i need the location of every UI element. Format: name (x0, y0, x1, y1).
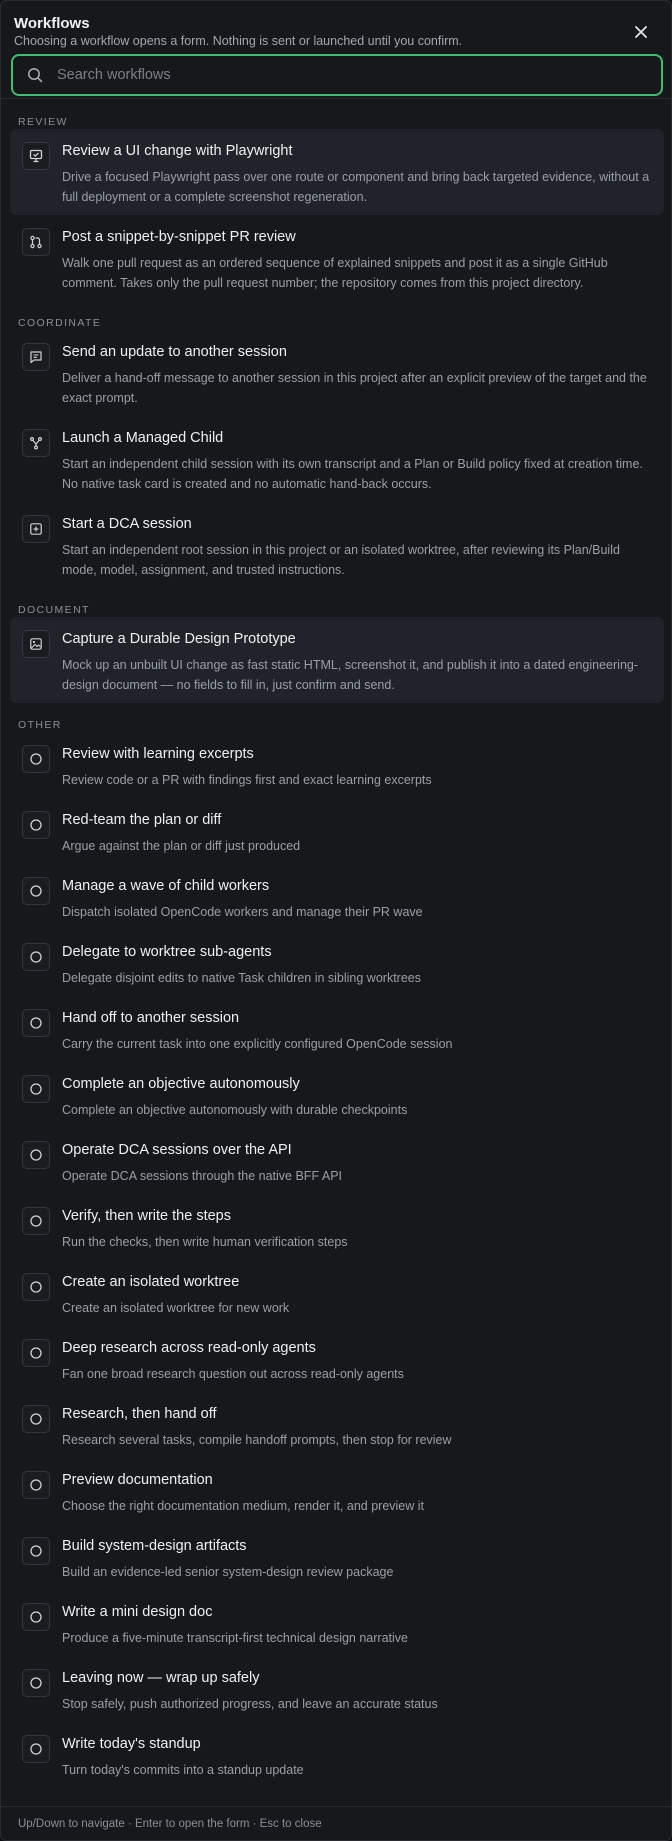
other-workflow-list (1, 732, 672, 1788)
circle-icon (22, 1273, 50, 1301)
workflow-item[interactable] (10, 502, 664, 588)
workflow-description: Create an isolated worktree for new work (62, 1301, 290, 1315)
workflow-item[interactable] (10, 1590, 664, 1656)
workflow-description: Run the checks, then write human verification steps (62, 1235, 348, 1249)
close-icon (635, 26, 647, 38)
workflow-description: Start an independent child session with its own transcript and a Plan or Build policy fixed at creation time. No native task card is created and no automatic hand-back occurs. (62, 457, 643, 491)
workflow-title: Create an isolated worktree (62, 1274, 240, 1290)
workflow-title: Capture a Durable Design Prototype (62, 631, 296, 647)
message-icon (22, 343, 50, 371)
circle-icon (22, 745, 50, 773)
monitor-check-icon (22, 142, 50, 170)
workflow-item[interactable] (10, 864, 664, 930)
workflow-description: Drive a focused Playwright pass over one route or component and bring back targeted evidence, without a full deployment or a complete screenshot regeneration. (62, 170, 650, 204)
circle-icon (22, 1075, 50, 1103)
close-button[interactable] (631, 22, 651, 42)
workflow-title: Leaving now — wrap up safely (62, 1670, 260, 1686)
workflow-title: Write a mini design doc (62, 1604, 213, 1620)
circle-icon (22, 877, 50, 905)
workflow-title: Verify, then write the steps (62, 1208, 231, 1224)
section-label-review: REVIEW (18, 116, 68, 128)
section-label-coordinate: COORDINATE (18, 317, 102, 329)
circle-icon (22, 1339, 50, 1367)
workflow-description: Operate DCA sessions through the native BFF API (62, 1169, 343, 1183)
workflow-description: Review code or a PR with findings first and exact learning excerpts (62, 773, 432, 787)
workflow-description: Choose the right documentation medium, render it, and preview it (62, 1499, 424, 1513)
workflow-item[interactable] (10, 617, 664, 703)
search-box[interactable] (11, 54, 663, 96)
workflow-item[interactable] (10, 798, 664, 864)
dialog-title: Workflows (14, 15, 90, 32)
workflow-item[interactable] (10, 416, 664, 502)
workflow-title: Build system-design artifacts (62, 1538, 247, 1554)
workflow-item[interactable] (10, 1194, 664, 1260)
workflow-title: Hand off to another session (62, 1010, 240, 1026)
workflow-description: Stop safely, push authorized progress, and leave an accurate status (62, 1697, 438, 1711)
plus-square-icon (22, 515, 50, 543)
circle-icon (22, 1603, 50, 1631)
workflow-title: Operate DCA sessions over the API (62, 1142, 292, 1158)
search-icon (27, 66, 45, 84)
workflow-item[interactable] (10, 129, 664, 215)
workflow-title: Complete an objective autonomously (62, 1076, 300, 1092)
workflow-description: Dispatch isolated OpenCode workers and manage their PR wave (62, 905, 423, 919)
workflow-item[interactable] (10, 1722, 664, 1788)
workflow-description: Fan one broad research question out across read-only agents (62, 1367, 404, 1381)
keyboard-hint: Up/Down to navigate · Enter to open the form · Esc to close (1, 1806, 672, 1841)
circle-icon (22, 1207, 50, 1235)
circle-icon (22, 1141, 50, 1169)
workflow-item[interactable] (10, 330, 664, 416)
workflow-item[interactable] (10, 1656, 664, 1722)
circle-icon (22, 1735, 50, 1763)
workflow-title: Deep research across read-only agents (62, 1340, 316, 1356)
workflow-description: Start an independent root session in this project or an isolated worktree, after reviewing its Plan/Build mode, model, assignment, and trusted instructions. (62, 543, 620, 577)
workflow-description: Turn today's commits into a standup update (62, 1763, 304, 1777)
dialog-header (1, 1, 671, 99)
workflow-item[interactable] (10, 1260, 664, 1326)
workflow-item[interactable] (10, 996, 664, 1062)
workflow-title: Post a snippet-by-snippet PR review (62, 229, 296, 245)
workflow-item[interactable] (10, 215, 664, 301)
circle-icon (22, 1009, 50, 1037)
workflow-list (1, 100, 672, 1805)
dialog-subtitle: Choosing a workflow opens a form. Nothing is sent or launched until you confirm. (14, 34, 463, 48)
workflow-item[interactable] (10, 732, 664, 798)
workflow-title: Research, then hand off (62, 1406, 217, 1422)
workflow-item[interactable] (10, 1458, 664, 1524)
workflow-title: Delegate to worktree sub-agents (62, 944, 272, 960)
workflow-title: Preview documentation (62, 1472, 213, 1488)
workflow-description: Complete an objective autonomously with durable checkpoints (62, 1103, 408, 1117)
workflow-description: Mock up an unbuilt UI change as fast static HTML, screenshot it, and publish it into a dated engineering-design document — no fields to fill in, just confirm and send. (62, 658, 639, 692)
workflow-item[interactable] (10, 930, 664, 996)
workflow-title: Send an update to another session (62, 344, 287, 360)
workflow-description: Deliver a hand-off message to another session in this project after an explicit preview of the target and the exact prompt. (62, 371, 647, 405)
workflow-title: Manage a wave of child workers (62, 878, 270, 894)
section-label-other: OTHER (18, 719, 62, 731)
workflow-item[interactable] (10, 1062, 664, 1128)
workflow-description: Carry the current task into one explicitly configured OpenCode session (62, 1037, 453, 1051)
workflow-description: Walk one pull request as an ordered sequence of explained snippets and post it as a single GitHub comment. Takes only the pull request number; the repository comes from this project directory. (62, 256, 608, 290)
circle-icon (22, 1537, 50, 1565)
circle-icon (22, 943, 50, 971)
workflow-description: Produce a five-minute transcript-first technical design narrative (62, 1631, 408, 1645)
workflow-description: Research several tasks, compile handoff prompts, then stop for review (62, 1433, 452, 1447)
circle-icon (22, 811, 50, 839)
image-icon (22, 630, 50, 658)
workflow-description: Build an evidence-led senior system-design review package (62, 1565, 394, 1579)
workflow-title: Start a DCA session (62, 516, 192, 532)
workflow-title: Launch a Managed Child (62, 430, 224, 446)
workflow-description: Delegate disjoint edits to native Task children in sibling worktrees (62, 971, 421, 985)
workflow-item[interactable] (10, 1392, 664, 1458)
workflow-title: Write today's standup (62, 1736, 201, 1752)
section-label-document: DOCUMENT (18, 604, 90, 616)
workflow-title: Review a UI change with Playwright (62, 143, 293, 159)
circle-icon (22, 1471, 50, 1499)
workflow-item[interactable] (10, 1524, 664, 1590)
workflow-item[interactable] (10, 1128, 664, 1194)
workflow-item[interactable] (10, 1326, 664, 1392)
workflow-title: Red-team the plan or diff (62, 812, 222, 828)
search-input[interactable] (57, 67, 661, 83)
circle-icon (22, 1669, 50, 1697)
branch-icon (22, 429, 50, 457)
workflow-title: Review with learning excerpts (62, 746, 254, 762)
git-pull-request-icon (22, 228, 50, 256)
workflow-description: Argue against the plan or diff just produced (62, 839, 301, 853)
circle-icon (22, 1405, 50, 1433)
